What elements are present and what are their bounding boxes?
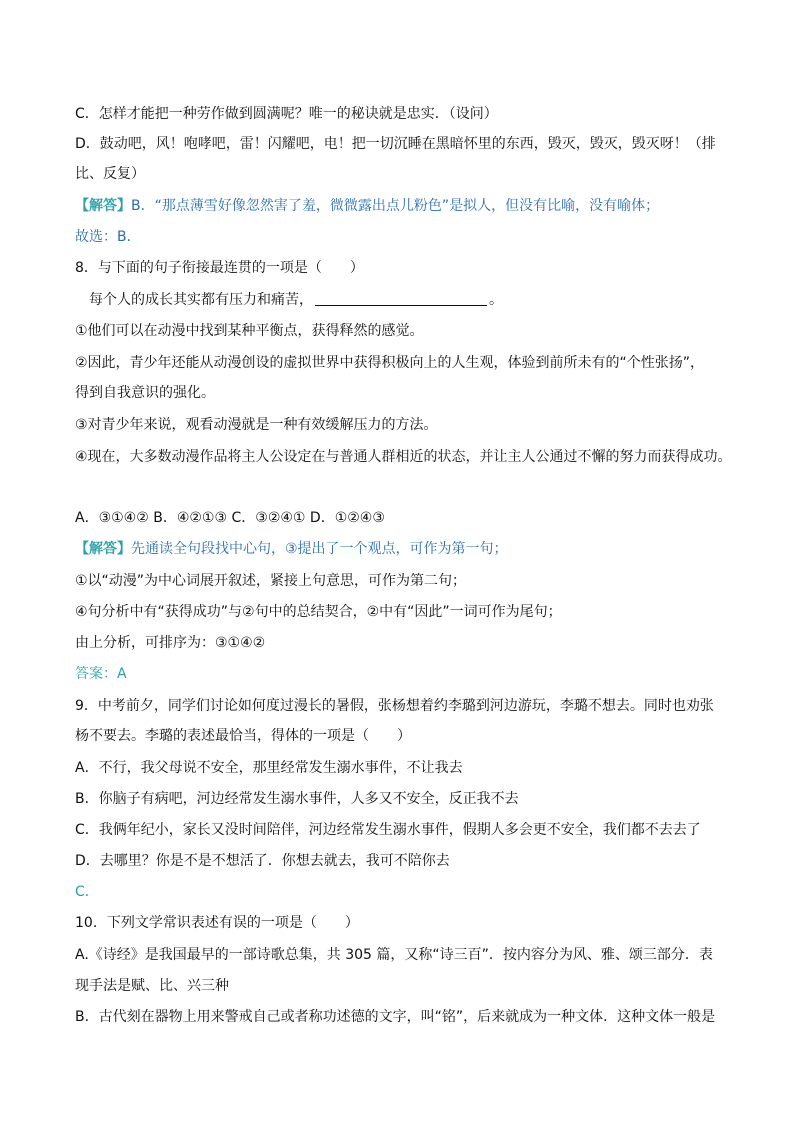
explanation-text: 先通读全句段找中心句，③提出了一个观点，可作为第一句； — [131, 541, 508, 557]
q8-sentence-3: ③对青少年来说，观看动漫就是一种有效缓解压力的方法。 — [75, 417, 438, 433]
question-8: 8．与下面的句子衔接最连贯的一项是（ ） — [75, 260, 364, 276]
q8-sentence-4: ④现在，大多数动漫作品将主人公设定在与普通人群相近的状态，并让主人公通过不懈的努力而获得成功。 — [75, 449, 732, 465]
explanation-tag: 【解答】 — [75, 541, 131, 557]
option-d-line1: D．鼓动吧，风！咆哮吧，雷！闪耀吧，电！把一切沉睡在黑暗怀里的东西，毁灭，毁灭，毁灭呀！（排 — [75, 136, 716, 152]
q8-options: A．③①④② B．④②①③ C．③②④① D．①②④③ — [75, 510, 385, 526]
question-9-line2: 杨不要去。李璐的表述最恰当，得体的一项是（ ） — [75, 728, 411, 744]
explanation-2-line4: 由上分析，可排序为：③①④② — [75, 635, 266, 651]
explanation-2-line3: ④句分析中有“获得成功”与②句中的总结契合，②中有“因此”一词可作为尾句； — [75, 604, 562, 620]
q10-option-a-line1: A.《诗经》是我国最早的一部诗歌总集，共 305 篇，又称“诗三百”．按内容分为风、雅、颂三部分．表 — [75, 947, 713, 963]
q9-option-b: B．你脑子有病吧，河边经常发生溺水事件，人多又不安全，反正我不去 — [75, 791, 519, 807]
q8-sentence-1: ①他们可以在动漫中找到某种平衡点，获得释然的感觉。 — [75, 323, 424, 339]
q10-option-b-line1: B．古代刻在器物上用来警戒自己或者称功述德的文字，叫“铭”，后来就成为一种文体．这种文体一般是 — [75, 1009, 716, 1025]
q10-option-a-line2: 现手法是赋、比、兴三种 — [75, 978, 229, 994]
explanation-1 — [75, 196, 659, 216]
q9-option-a: A．不行，我父母说不安全，那里经常发生溺水事件，不让我去 — [75, 760, 463, 776]
explanation-text: B．“那点薄雪好像忽然害了羞，微微露出点儿粉色”是拟人，但没有比喻，没有喻体； — [131, 198, 660, 214]
stem-end: 。 — [489, 292, 503, 308]
option-c: C．怎样才能把一种劳作做到圆满呢？唯一的秘诀就是忠实．（设问） — [75, 106, 498, 122]
explanation-tag: 【解答】 — [75, 198, 131, 214]
question-10: 10．下列文学常识表述有误的一项是（ ） — [75, 915, 359, 931]
explanation-2-line2: ①以“动漫”为中心词展开叙述，紧接上句意思，可作为第二句； — [75, 573, 467, 589]
question-8-stem — [89, 290, 503, 310]
fill-blank — [315, 291, 487, 306]
q9-option-d: D．去哪里？你是不是不想活了．你想去就去，我可不陪你去 — [75, 853, 450, 869]
stem-text: 每个人的成长其实都有压力和痛苦， — [89, 292, 313, 308]
explanation-2 — [75, 539, 508, 559]
q9-answer: C． — [75, 884, 99, 900]
question-9-line1: 9．中考前夕，同学们讨论如何度过漫长的暑假，张杨想着约李璐到河边游玩，李璐不想去。同时也劝张 — [75, 698, 714, 714]
option-d-line2: 比、反复） — [75, 166, 145, 182]
q9-option-c: C．我俩年纪小，家长又没时间陪伴，河边经常发生溺水事件，假期人多会更不安全，我们都不去去了 — [75, 822, 701, 838]
q8-sentence-2-line1: ②因此，青少年还能从动漫创设的虚拟世界中获得积极向上的人生观，体验到前所未有的“个性张扬”， — [75, 355, 705, 371]
answer-choice: 故选：B． — [75, 229, 141, 245]
answer-label: 答案：A — [75, 666, 127, 682]
q8-sentence-2-line2: 得到自我意识的强化。 — [75, 385, 215, 401]
